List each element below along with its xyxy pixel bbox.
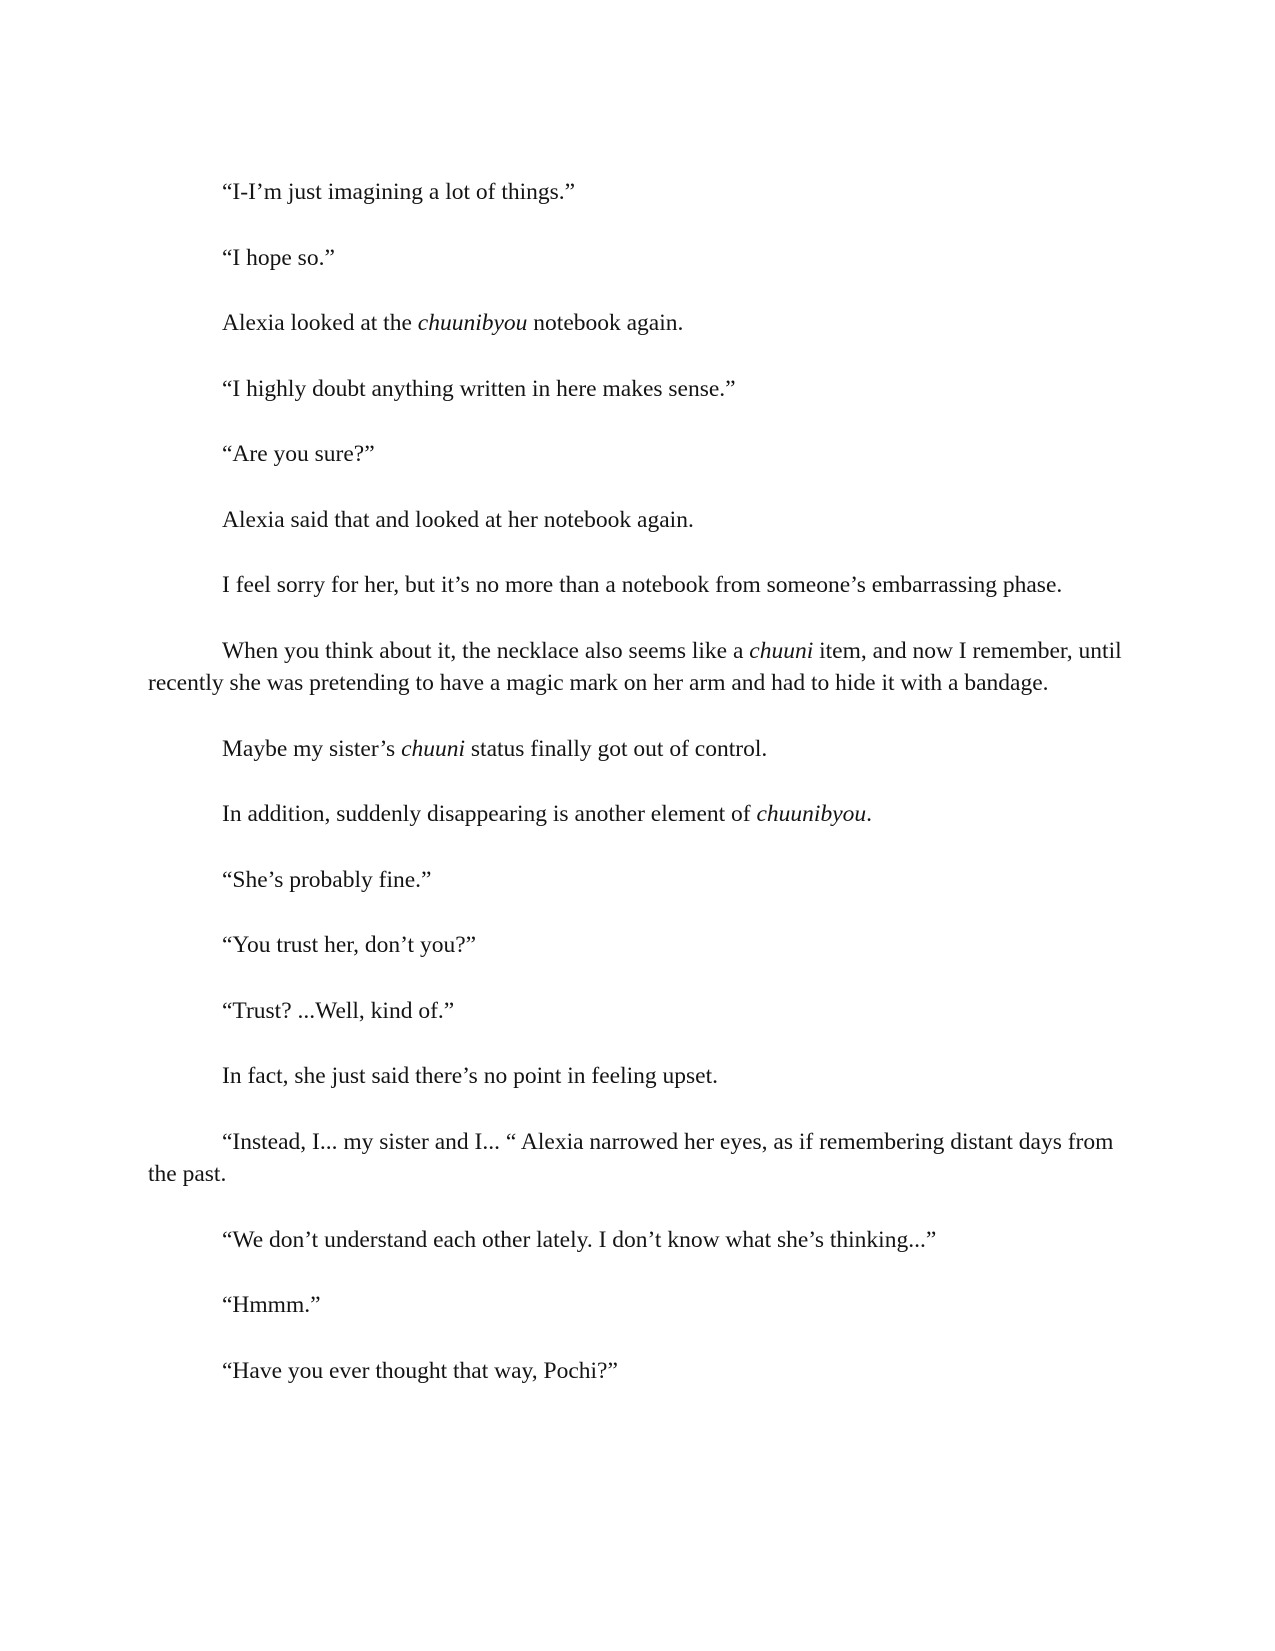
paragraph: [148, 635, 1138, 700]
text-run: status finally got out of control.: [465, 735, 768, 762]
text-run: “Are you sure?”: [222, 441, 375, 467]
italic-text: chuuni: [401, 735, 466, 762]
text-run: I feel sorry for her, but it’s no more than a notebook from someone’s embarrassing phase.: [222, 572, 1063, 598]
paragraph: [148, 798, 1138, 831]
paragraph: [148, 438, 1138, 471]
text-run: “Have you ever thought that way, Pochi?”: [222, 1357, 618, 1384]
paragraph: [148, 1224, 1138, 1257]
text-run: “I-I’m just imagining a lot of things.”: [222, 179, 576, 205]
text-run: “Instead, I... my sister and I... “ Alexia narrowed her eyes, as if remembering distant days from the past.: [148, 1128, 1114, 1187]
text-run: Alexia said that and looked at her notebook again.: [222, 506, 694, 533]
text-run: In addition, suddenly disappearing is another element of: [222, 801, 757, 827]
text-run: “You trust her, don’t you?”: [222, 932, 477, 958]
text-run: Maybe my sister’s: [222, 735, 402, 762]
text-run: In fact, she just said there’s no point in feeling upset.: [222, 1063, 719, 1089]
text-run: When you think about it, the necklace also seems like a: [222, 637, 750, 664]
text-run: item, and now I remember, until recently she was pretending to have a magic mark on her arm and had to hide it with a bandage.: [148, 637, 1122, 696]
text-run: “Hmmm.”: [222, 1292, 321, 1318]
paragraph: [148, 1060, 1138, 1093]
text-run: “I highly doubt anything written in here makes sense.”: [222, 375, 736, 402]
paragraph: [148, 176, 1138, 209]
paragraph: [148, 569, 1138, 602]
italic-text: chuunibyou: [756, 801, 867, 827]
paragraph: [148, 995, 1138, 1028]
paragraph: [148, 242, 1138, 275]
italic-text: chuunibyou: [417, 310, 528, 336]
text-run: .: [866, 801, 873, 827]
text-run: Alexia looked at the: [222, 310, 418, 336]
paragraph: [148, 1355, 1138, 1388]
text-run: “She’s probably fine.”: [222, 866, 432, 893]
paragraph: [148, 504, 1138, 537]
paragraph: [148, 864, 1138, 897]
paragraph: [148, 929, 1138, 962]
paragraph: [148, 1126, 1138, 1191]
paragraph: [148, 373, 1138, 406]
text-run: notebook again.: [527, 310, 684, 336]
italic-text: chuuni: [749, 637, 814, 664]
paragraph: [148, 733, 1138, 766]
paragraph: [148, 1289, 1138, 1322]
paragraph: [148, 307, 1138, 340]
text-run: “I hope so.”: [222, 244, 335, 271]
text-run: “Trust? ...Well, kind of.”: [222, 997, 455, 1024]
text-run: “We don’t understand each other lately. I don’t know what she’s thinking...”: [222, 1226, 937, 1253]
body-text: [148, 176, 1138, 1420]
